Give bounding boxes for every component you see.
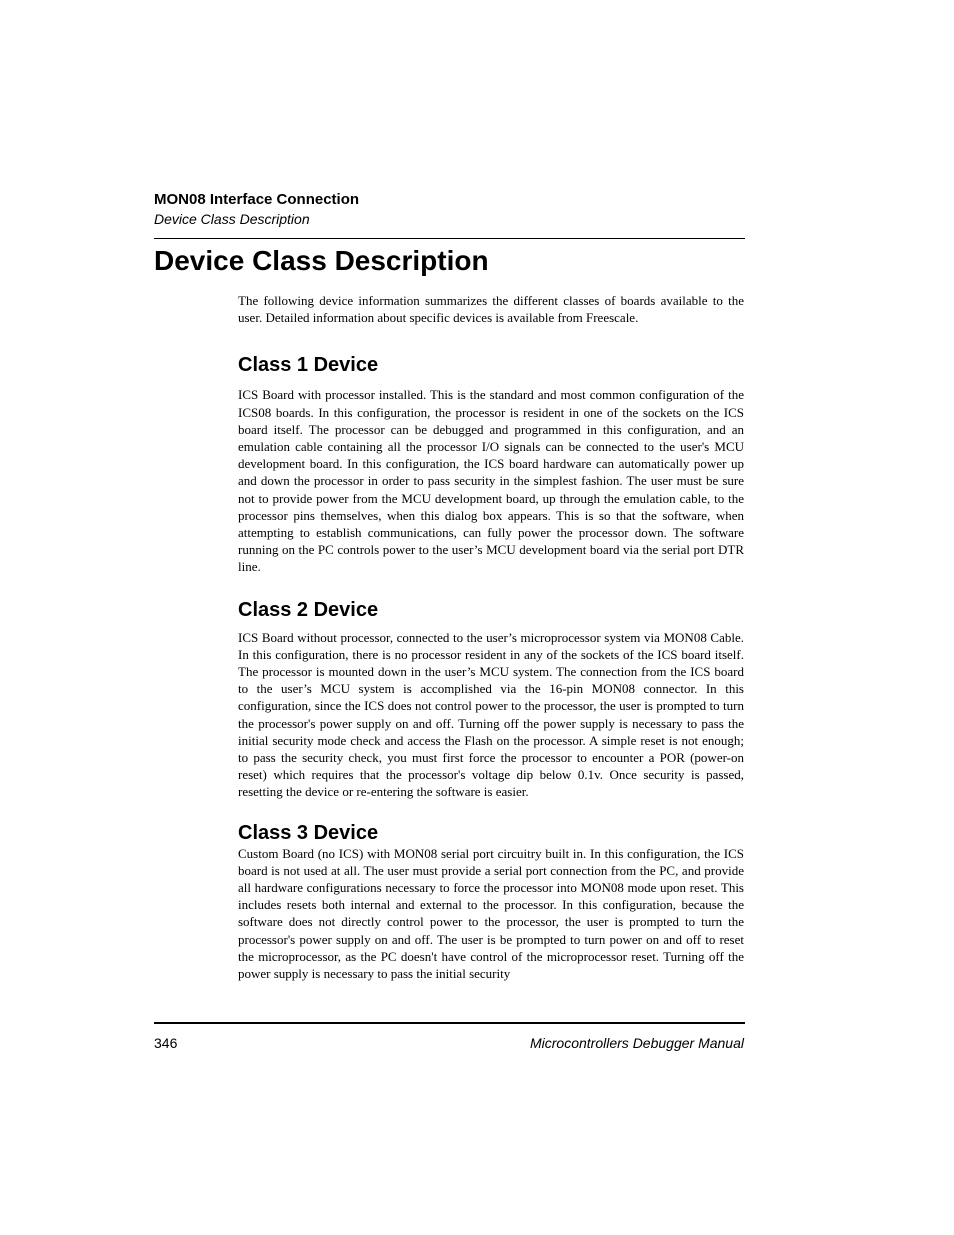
intro-paragraph: The following device information summarizes the different classes of boards available to the user. Detailed information about specific devices is available from Freescale. (238, 293, 744, 326)
manual-title: Microcontrollers Debugger Manual (530, 1035, 744, 1051)
section-body-class-1: ICS Board with processor installed. This is the standard and most common configuration of the ICS08 boards. In this configuration, the processor is resident in one of the sockets on the ICS board itself. The processor can be debugged and programmed in this configuration, and an emulation cable containing all the processor I/O signals can be connected to the user's MCU development board. In this configuration, the ICS board hardware can automatically power up and down the processor in order to pass security in the simplest fashion. The user must be sure not to provide power from the MCU development board, up through the emulation cable, to the processor pins themselves, when this dialog box appears. This is so that the software, when attempting to establish communications, can fully power the processor down. The software running on the PC controls power to the user’s MCU development board via the serial port DTR line. (238, 387, 744, 575)
section-body-class-3: Custom Board (no ICS) with MON08 serial port circuitry built in. In this configuration, the ICS board is not used at all. The user must provide a serial port connection from the PC, and provide all hardware configurations necessary to force the processor into MON08 mode upon reset. This includes resets both internal and external to the processor. In this configuration, because the software does not directly control power to the processor, the user is prompted to turn the processor's power supply on and off. The user is be prompted to turn power on and off to reset the microprocessor, as the PC doesn't have control of the microprocessor reset. Turning off the power supply is necessary to pass the initial security (238, 845, 744, 982)
section-heading-class-2: Class 2 Device (238, 598, 379, 621)
section-body-class-2: ICS Board without processor, connected to the user’s microprocessor system via MON08 Cable. In this configuration, there is no processor resident in any of the sockets of the ICS board itself. The processor is mounted down in the user’s MCU system. The connection from the ICS board to the user’s MCU system is accomplished via the 16-pin MON08 connector. In this configuration, since the ICS does not control power to the processor, the user is prompted to turn the processor's power supply on and off. Turning off the power supply is necessary to pass the initial security mode check and access the Flash on the processor. A simple reset is not enough; to pass the security check, you must first force the processor to encounter a POR (power-on reset) which requires that the processor's voltage dip below 0.1v. Once security is passed, resetting the device or re-entering the software is easier. (238, 629, 744, 800)
page-title: Device Class Description (154, 245, 489, 276)
main-content (238, 292, 744, 982)
header-rule (154, 238, 745, 239)
section-heading-class-3: Class 3 Device (238, 821, 379, 844)
footer-rule (154, 1022, 745, 1024)
running-header-section: Device Class Description (154, 211, 310, 227)
page-number: 346 (154, 1035, 178, 1051)
section-heading-class-1: Class 1 Device (238, 354, 379, 377)
running-header-chapter: MON08 Interface Connection (154, 191, 360, 208)
